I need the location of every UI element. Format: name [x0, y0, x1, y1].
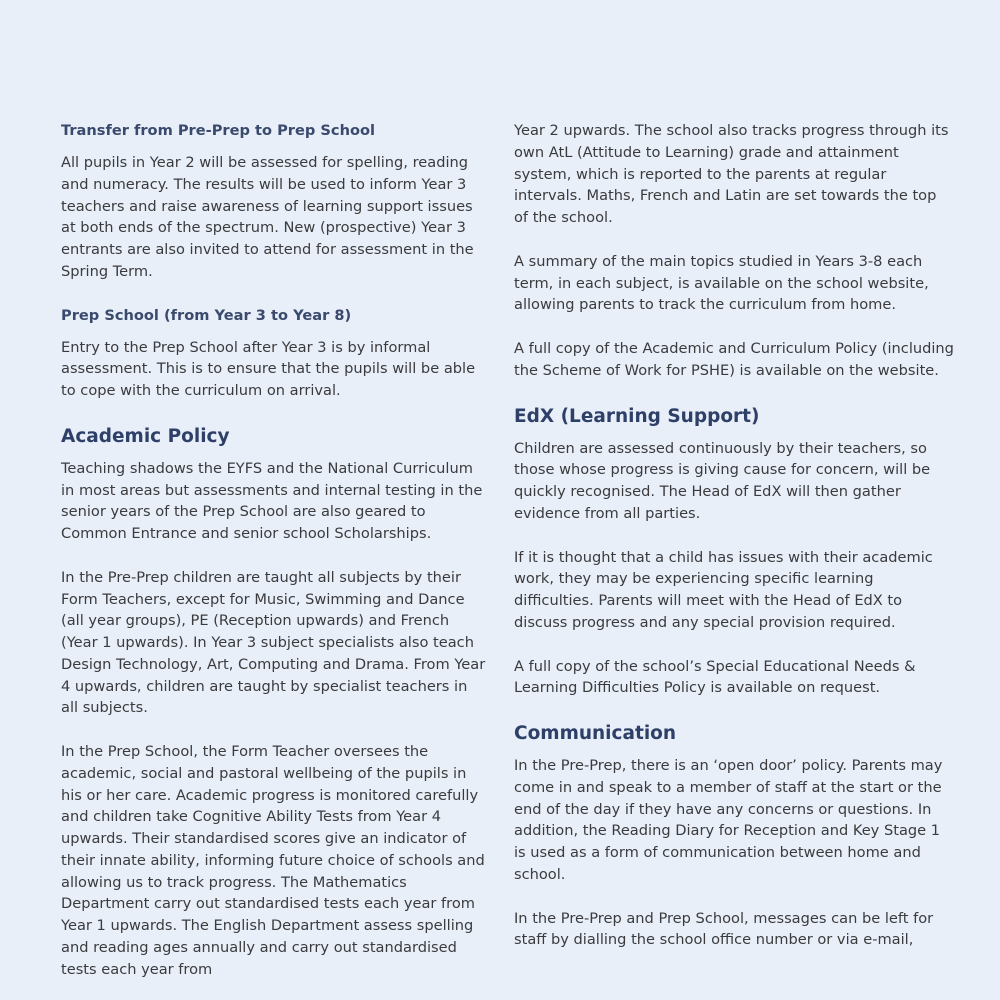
edx-paragraph-2: If it is thought that a child has issues with their academic work, they may be experiencing specific learning difficulties. Parents will meet with the Head of EdX to discuss progress and any special provision required.: [514, 548, 933, 631]
academic-paragraph-5: A full copy of the Academic and Curriculum Policy (including the Scheme of Work for PSHE) is available on the website.: [514, 340, 954, 379]
prep-school-paragraph: Entry to the Prep School after Year 3 is by informal assessment. This is to ensure that the pupils will be able to cope with the curriculum on arrival.: [61, 338, 476, 399]
prep-school-subheading: Prep School (from Year 3 to Year 8): [61, 306, 352, 324]
academic-paragraph-2: In the Pre-Prep children are taught all subjects by their Form Teachers, except for Music, Swimming and Dance (all year groups), PE (Reception upwards) and French (Year 1 upwards). In Year 3 subject specialists also teach Design Technology, Art, Computing and Drama. From Year 4 upwards, children are taught by specialist teachers in all subjects.: [61, 568, 486, 717]
academic-policy-heading: Academic Policy: [61, 425, 230, 447]
communication-paragraph-1: In the Pre-Prep, there is an ‘open door’ policy. Parents may come in and speak to a member of staff at the start or the end of the day if they have any concerns or questions. In addition, the Reading Diary for Reception and Key Stage 1 is used as a form of communication between home and school.: [514, 757, 943, 883]
academic-paragraph-1: Teaching shadows the EYFS and the National Curriculum in most areas but assessments and internal testing in the senior years of the Prep School are also geared to Common Entrance and senior school Scholarships.: [61, 459, 483, 542]
academic-paragraph-3-continued: Year 2 upwards. The school also tracks progress through its own AtL (Attitude to Learning) grade and attainment system, which is reported to the parents at regular intervals. Maths, French and Latin are set towards the top of the school.: [514, 122, 949, 226]
transfer-paragraph: All pupils in Year 2 will be assessed for spelling, reading and numeracy. The results will be used to inform Year 3 teachers and raise awareness of learning support issues at both ends of the spectrum. New (prospective) Year 3 entrants are also invited to attend for assessment in the Spring Term.: [61, 154, 474, 280]
communication-heading: Communication: [514, 723, 677, 744]
left-column: [61, 120, 489, 980]
academic-paragraph-4: A summary of the main topics studied in Years 3-8 each term, in each subject, is available on the school website, allowing parents to track the curriculum from home.: [514, 252, 929, 314]
edx-paragraph-1: Children are assessed continuously by their teachers, so those whose progress is giving cause for concern, will be quickly recognised. The Head of EdX will then gather evidence from all parties.: [514, 439, 931, 522]
right-column: [514, 120, 954, 951]
communication-paragraph-2: In the Pre-Prep and Prep School, messages can be left for staff by dialling the school office number or via e-mail,: [514, 909, 934, 949]
edx-heading: EdX (Learning Support): [514, 405, 760, 427]
edx-paragraph-3: A full copy of the school’s Special Educational Needs & Learning Difficulties Policy is available on request.: [514, 657, 916, 697]
academic-paragraph-3: In the Prep School, the Form Teacher oversees the academic, social and pastoral wellbeing of the pupils in his or her care. Academic progress is monitored carefully and children take Cognitive Ability Tests from Year 4 upwards. Their standardised scores give an indicator of their innate ability, informing future choice of schools and allowing us to track progress. The Mathematics Department carry out standardised tests each year from Year 1 upwards. The English Department assess spelling and reading ages annually and carry out standardised tests each year from: [61, 743, 485, 978]
transfer-subheading: Transfer from Pre-Prep to Prep School: [61, 122, 376, 139]
